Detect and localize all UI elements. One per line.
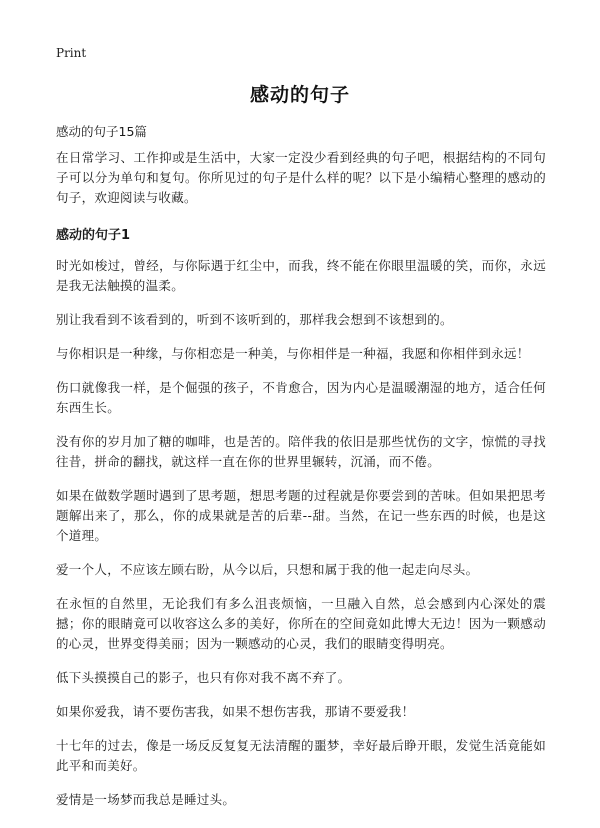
section-heading: 感动的句子1 [56,228,131,243]
print-link[interactable]: Print [56,46,87,60]
paragraph: 在永恒的自然里，无论我们有多么沮丧烦恼，一旦融入自然，总会感到内心深处的震撼；你的眼睛竟可以收容这么多的美好，你所在的空间竟如此博大无边！因为一颗感动的心灵，世界变得美丽；因为一颗感动的心灵，我们的眼睛变得明亮。 [56,596,546,651]
paragraph: 如果在做数学题时遇到了思考题，想思考题的过程就是你要尝到的苦味。但如果把思考题解出来了，那么，你的成果就是苦的后辈--甜。当然，在记一些东西的时候，也是这个道理。 [56,488,546,543]
paragraph: 十七年的过去，像是一场反反复复无法清醒的噩梦，幸好最后睁开眼，发觉生活竟能如此平和而美好。 [56,738,546,773]
article-subtitle: 感动的句子15篇 [56,124,147,139]
article-body [56,148,546,824]
paragraph: 与你相识是一种缘，与你相恋是一种美，与你相伴是一种福，我愿和你相伴到永远！ [56,346,530,361]
paragraph: 伤口就像我一样，是个倔强的孩子，不肯愈合，因为内心是温暖潮湿的地方，适合任何东西生长。 [56,380,546,415]
page-title: 感动的句子 [249,84,350,106]
paragraph: 时光如梭过，曾经，与你际遇于红尘中，而我，终不能在你眼里温暖的笑，而你，永远是我无法触摸的温柔。 [56,258,546,293]
paragraph: 低下头摸摸自己的影子，也只有你对我不离不弃了。 [56,670,351,685]
paragraph: 没有你的岁月加了糖的咖啡，也是苦的。陪伴我的依旧是那些忧伤的文字，惊慌的寻找往昔，拼命的翻找，就这样一直在你的世界里辗转，沉涌，而不倦。 [56,434,546,469]
intro-paragraph: 在日常学习、工作抑或是生活中，大家一定没少看到经典的句子吧，根据结构的不同句子可以分为单句和复句。你所见过的句子是什么样的呢？以下是小编精心整理的感动的句子，欢迎阅读与收藏。 [56,150,546,205]
paragraph: 如果你爱我，请不要伤害我，如果不想伤害我，那请不要爱我！ [56,704,415,719]
paragraph: 别让我看到不该看到的，听到不该听到的，那样我会想到不该想到的。 [56,312,453,327]
paragraph: 爱情是一场梦而我总是睡过头。 [56,792,236,807]
paragraph: 爱一个人，不应该左顾右盼，从今以后，只想和属于我的他一起走向尽头。 [56,562,479,577]
